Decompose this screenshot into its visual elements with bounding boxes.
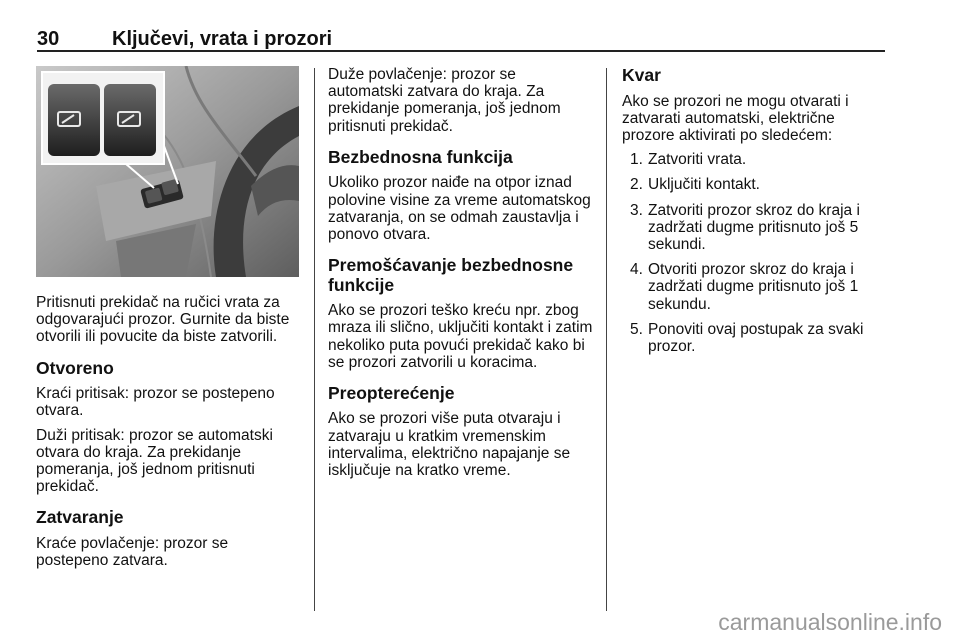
heading-otvoreno: Otvoreno — [36, 357, 114, 378]
step-text: Zatvoriti vrata. — [648, 151, 747, 169]
column-3 — [622, 66, 888, 363]
car-window-switch-photo — [36, 66, 299, 277]
heading-zatvaranje: Zatvaranje — [36, 507, 124, 528]
list-item — [622, 176, 888, 193]
header-rule — [37, 50, 885, 52]
heading-bezbednosna: Bezbednosna funkcija — [328, 146, 513, 167]
step-number: 5. — [630, 320, 643, 338]
kvar-steps — [622, 151, 888, 355]
zatvaranje-p2: Duže povlačenje: prozor se automatski zatvara do kraja. Za prekidanje pomeranja, još jednom pritisnuti prekidač. — [328, 66, 561, 135]
page-header — [0, 0, 960, 60]
premoscavanje-p1: Ako se prozori teško kreću npr. zbog mraza ili slično, uključiti kontakt i zatim nekoliko puta povući prekidač kako bi se prozori zatvorili u koracima. — [328, 302, 593, 371]
step-text: Zatvoriti prozor skroz do kraja i zadržati dugme pritisnuto još 5 sekundi. — [648, 201, 860, 253]
list-item — [622, 151, 888, 168]
otvoreno-p2: Duži pritisak: prozor se automatski otvara do kraja. Za prekidanje pomeranja, još jednom pritisnuti prekidač. — [36, 426, 273, 496]
preopterecenje-p1: Ako se prozori više puta otvaraju i zatvaraju u kratkim vremenskim intervalima, električno napajanje se isključuje na kratko vreme. — [328, 410, 571, 480]
column-divider-1 — [314, 68, 315, 611]
step-number: 2. — [630, 176, 643, 194]
chapter-title: Ključevi, vrata i prozori — [112, 28, 333, 50]
column-2 — [328, 66, 594, 486]
step-number: 3. — [630, 201, 643, 219]
bezbednosna-p1: Ukoliko prozor naiđe na otpor iznad polovine visine za vreme automatskog zatvaranja, on se odmah zaustavlja i ponovo otvara. — [328, 174, 591, 243]
heading-preopterecenje: Preopterećenje — [328, 382, 455, 403]
step-text: Uključiti kontakt. — [648, 176, 760, 194]
list-item — [622, 261, 888, 313]
page-number: 30 — [37, 28, 60, 50]
step-number: 4. — [630, 261, 643, 279]
heading-premoscavanje: Premošćavanje bezbednosne funkcije — [328, 255, 574, 295]
step-number: 1. — [630, 151, 643, 169]
list-item — [622, 202, 888, 254]
otvoreno-p1: Kraći pritisak: prozor se postepeno otvara. — [36, 385, 275, 420]
zatvaranje-p1: Kraće povlačenje: prozor se postepeno zatvara. — [36, 534, 229, 570]
step-text: Ponoviti ovaj postupak za svaki prozor. — [648, 320, 864, 355]
column-divider-2 — [606, 68, 607, 611]
list-item — [622, 321, 888, 355]
intro-paragraph: Pritisnuti prekidač na ručici vrata za odgovarajući prozor. Gurnite da biste otvorili ili povucite da biste zatvorili. — [36, 294, 290, 346]
step-text: Otvoriti prozor skroz do kraja i zadržati dugme pritisnuto još 1 sekundu. — [648, 261, 859, 313]
watermark: carmanualsonline.info — [718, 609, 942, 635]
kvar-p1: Ako se prozori ne mogu otvarati i zatvarati automatski, električne prozore aktivirati po sledećem: — [622, 92, 849, 144]
column-1 — [36, 66, 302, 576]
heading-kvar: Kvar — [622, 65, 661, 85]
